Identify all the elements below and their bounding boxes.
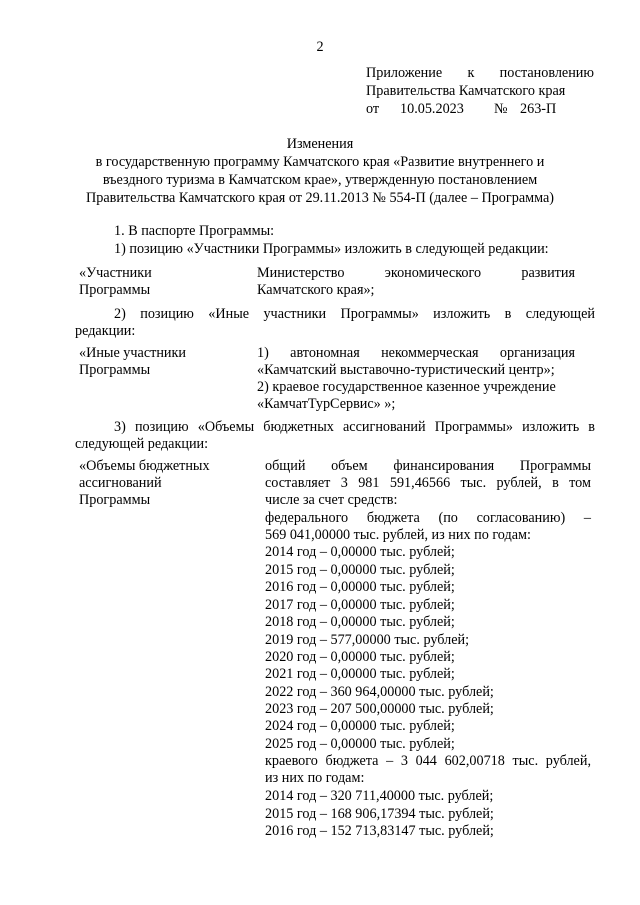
- appendix-date: 10.05.2023: [400, 101, 464, 117]
- budget-label-3: Программы: [79, 492, 151, 508]
- budget-line: 2014 год – 0,00000 тыс. рублей;: [265, 544, 455, 560]
- budget-line: из них по годам:: [265, 770, 365, 786]
- other-participants-label-2: Программы: [79, 362, 151, 378]
- budget-line: 569 041,00000 тыс. рублей, из них по годам:: [265, 527, 531, 543]
- budget-line: 2022 год – 360 964,00000 тыс. рублей;: [265, 684, 494, 700]
- other-participants-value-2: «Камчатский выставочно-туристический центр»;: [257, 362, 555, 378]
- appendix-line-2: Правительства Камчатского края: [366, 83, 566, 99]
- title-line-1: Изменения: [286, 136, 354, 152]
- budget-line: 2016 год – 0,00000 тыс. рублей;: [265, 579, 455, 595]
- budget-line: 2021 год – 0,00000 тыс. рублей;: [265, 666, 455, 682]
- budget-line: федерального бюджета (по согласованию) –: [265, 510, 591, 526]
- budget-line: краевого бюджета – 3 044 602,00718 тыс. рублей,: [265, 753, 591, 769]
- item-1: 1. В паспорте Программы:: [114, 223, 275, 239]
- budget-line: 2019 год – 577,00000 тыс. рублей;: [265, 632, 470, 648]
- participants-value-1: Министерство экономического развития: [257, 265, 575, 281]
- item-3-line-1: 3) позицию «Объемы бюджетных ассигнований Программы» изложить в: [114, 419, 595, 435]
- title-line-4: Правительства Камчатского края от 29.11.2013 № 554-П (далее – Программа): [86, 190, 554, 206]
- budget-line: 2023 год – 207 500,00000 тыс. рублей;: [265, 701, 494, 717]
- page-number: 2: [316, 39, 324, 55]
- item-2-line-2: редакции:: [75, 323, 136, 339]
- participants-label-1: «Участники: [79, 265, 152, 281]
- budget-label-1: «Объемы бюджетных: [79, 458, 210, 474]
- budget-line: 2017 год – 0,00000 тыс. рублей;: [265, 597, 455, 613]
- title-line-2: в государственную программу Камчатского края «Развитие внутреннего и: [95, 154, 545, 170]
- budget-line: 2020 год – 0,00000 тыс. рублей;: [265, 649, 455, 665]
- item-3-line-2: следующей редакции:: [75, 436, 209, 452]
- budget-line: числе за счет средств:: [265, 492, 398, 508]
- appendix-from-label: от: [366, 101, 380, 117]
- participants-value-2: Камчатского края»;: [257, 282, 375, 298]
- budget-line: 2015 год – 168 906,17394 тыс. рублей;: [265, 806, 494, 822]
- item-2-line-1: 2) позицию «Иные участники Программы» изложить в следующей: [114, 306, 595, 322]
- title-line-3: въездного туризма в Камчатском крае», утвержденную постановлением: [102, 172, 538, 188]
- appendix-number: 263-П: [520, 101, 557, 117]
- budget-line: 2018 год – 0,00000 тыс. рублей;: [265, 614, 455, 630]
- budget-line: общий объем финансирования Программы: [265, 458, 591, 474]
- appendix-number-label: №: [494, 101, 508, 117]
- other-participants-label-1: «Иные участники: [79, 345, 187, 361]
- appendix-line-1: Приложение к постановлению: [366, 65, 594, 81]
- budget-line: 2016 год – 152 713,83147 тыс. рублей;: [265, 823, 494, 839]
- budget-line: 2024 год – 0,00000 тыс. рублей;: [265, 718, 455, 734]
- budget-line: 2025 год – 0,00000 тыс. рублей;: [265, 736, 455, 752]
- other-participants-value-1: 1) автономная некоммерческая организация: [257, 345, 575, 361]
- budget-line: 2015 год – 0,00000 тыс. рублей;: [265, 562, 455, 578]
- other-participants-value-3: 2) краевое государственное казенное учреждение: [257, 379, 556, 395]
- item-1-1: 1) позицию «Участники Программы» изложить в следующей редакции:: [114, 241, 549, 257]
- other-participants-value-4: «КамчатТурСервис» »;: [257, 396, 396, 412]
- budget-label-2: ассигнований: [79, 475, 162, 491]
- budget-line: составляет 3 981 591,46566 тыс. рублей, в том: [265, 475, 591, 491]
- participants-label-2: Программы: [79, 282, 151, 298]
- budget-line: 2014 год – 320 711,40000 тыс. рублей;: [265, 788, 494, 804]
